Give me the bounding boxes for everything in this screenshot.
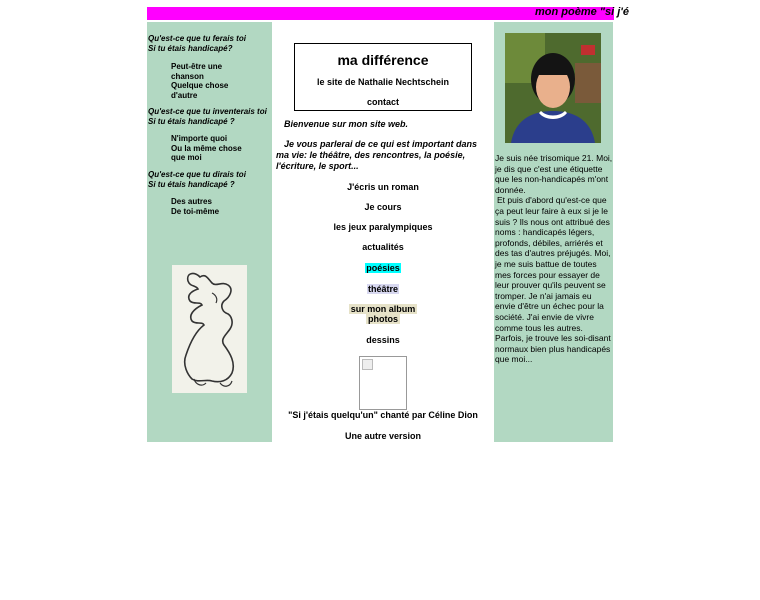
answer-1-line-4: d'autre [171, 90, 198, 100]
bio-paragraph-1: Je suis née trisomique 21. Moi, je dis que c'est une étiquette que les non-handicapés m'ont donnée. [495, 153, 613, 195]
question-2 [148, 107, 267, 127]
scrolling-banner [147, 6, 630, 20]
site-title: ma différence [337, 52, 429, 68]
banner-text[interactable]: mon poème "si j'é [535, 6, 630, 18]
welcome-text: Bienvenue sur mon site web. [284, 119, 409, 129]
question-1-line-2: Si tu étais handicapé? [148, 44, 233, 53]
answer-3-line-1: Des autres [171, 197, 212, 206]
link-roman[interactable]: J'écris un roman [347, 182, 419, 192]
link-album-line-1[interactable]: sur mon album [350, 304, 416, 314]
question-3-line-1: Qu'est-ce que tu dirais toi [148, 170, 246, 179]
question-1 [148, 34, 246, 54]
link-song[interactable]: "Si j'étais quelqu'un" chanté par Céline Dion [288, 410, 478, 420]
question-1-line-1: Qu'est-ce que tu ferais toi [148, 34, 246, 43]
link-theatre[interactable]: théâtre [367, 284, 398, 294]
left-sidebar [147, 22, 272, 442]
answer-2-line-2: Ou la même chose [171, 143, 242, 153]
answer-3-line-2: De toi-même [171, 206, 220, 216]
answer-2-line-1: N'importe quoi [171, 134, 228, 143]
link-jeux-paralympiques[interactable]: les jeux paralympiques [333, 222, 433, 232]
main-content [274, 22, 492, 442]
answer-1 [171, 62, 228, 100]
sketch-drawing [172, 265, 247, 393]
portrait-photo-icon [505, 33, 601, 143]
answer-1-line-3: Quelque chose [171, 81, 229, 90]
title-box [294, 43, 472, 111]
contact-link[interactable]: contact [366, 97, 399, 107]
link-album[interactable] [274, 304, 492, 324]
bio-text [495, 153, 613, 365]
sketch-drawing-icon [172, 265, 247, 393]
link-dessins[interactable]: dessins [366, 335, 400, 345]
link-other-version[interactable]: Une autre version [344, 431, 422, 441]
answer-2-line-3: que moi [171, 153, 202, 162]
link-album-line-2[interactable]: photos [368, 314, 398, 324]
answer-2 [171, 134, 242, 163]
broken-image-icon [359, 356, 407, 410]
answer-1-line-2: chanson [171, 71, 204, 81]
intro-text: Je vous parlerai de ce qui est important dans ma vie: le théâtre, des rencontres, la poésie, l'écriture, le sport... [276, 139, 478, 171]
link-cours[interactable]: Je cours [364, 202, 402, 212]
answer-1-line-1: Peut-être une [171, 62, 223, 71]
question-2-line-1: Qu'est-ce que tu inventerais toi [148, 107, 267, 116]
link-actualites[interactable]: actualités [362, 242, 404, 252]
portrait-photo [505, 33, 601, 143]
bio-paragraph-2: Et puis d'abord qu'est-ce que ça peut leur faire à eux si je le suis ? Ils nous ont attribué des noms : handicapés légers, profonds, débiles, arriérés et des tas d'autres préjugés. Moi, je me suis battue de toutes mes forces pour essayer de leur prouver qu'ils peuvent se tromper. Je n'ai jamais eu envie d'être un échec pour la société. J'ai envie de vivre comme tous les autres. Parfois, je trouve les soi-disant normaux bien plus handicapés que moi... [495, 195, 611, 365]
question-3 [148, 170, 246, 190]
question-3-line-2: Si tu étais handicapé ? [148, 180, 235, 189]
answer-3 [171, 197, 219, 216]
question-2-line-2: Si tu étais handicapé ? [148, 117, 235, 126]
link-poesies[interactable]: poésies [366, 263, 400, 273]
site-subtitle: le site de Nathalie Nechtschein [316, 77, 450, 87]
right-sidebar [494, 22, 613, 442]
